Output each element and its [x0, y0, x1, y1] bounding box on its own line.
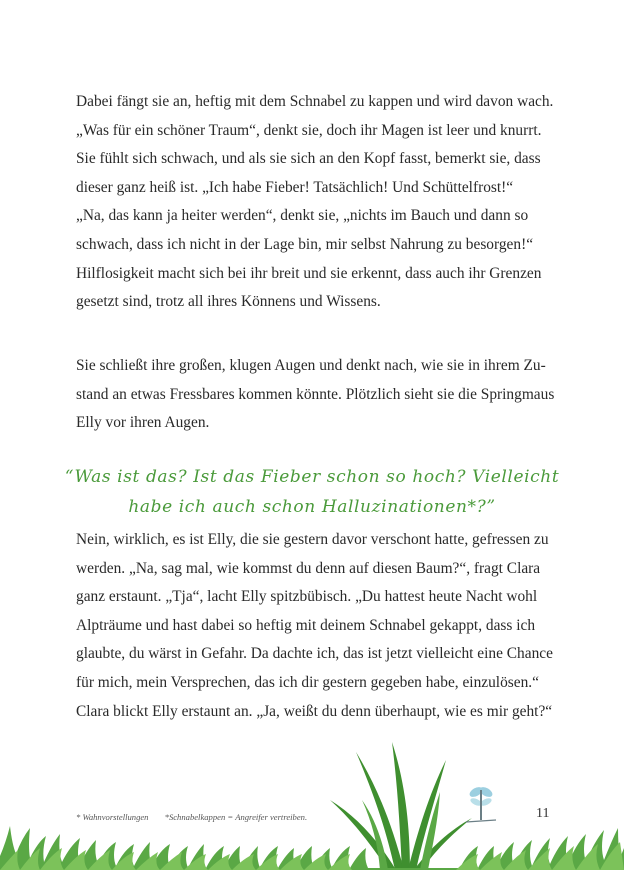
text-line: Clara blickt Elly erstaunt an. „Ja, weißt du denn überhaupt, wie es mir geht?“ [76, 702, 553, 720]
text-line: stand an etwas Fressbares kommen könnte. Plötzlich sieht sie die Springmaus [76, 385, 555, 403]
text-line: gesetzt sind, trotz all ihres Könnens und Wissens. [76, 293, 381, 311]
text-line: werden. „Na, sag mal, wie kommst du denn auf diesen Baum?“, fragt Clara [76, 559, 541, 577]
text-line: Hilflosigkeit macht sich bei ihr breit und sie erkennt, dass auch ihr Grenzen [76, 264, 542, 282]
text-line: dieser ganz heiß ist. „Ich habe Fieber! Tatsächlich! Und Schüttelfrost!“ [76, 178, 514, 196]
grass-border [0, 826, 624, 870]
paragraph-1 [76, 88, 554, 317]
text-line: Elly vor ihren Augen. [76, 414, 210, 432]
dragonfly-icon [466, 785, 496, 822]
tall-grass-cluster [330, 742, 472, 870]
page-number: 11 [536, 806, 550, 821]
text-line: für mich, mein Versprechen, das ich dir gestern gegeben habe, einzulösen.“ [76, 673, 539, 691]
text-line: Alpträume und hast dabei so heftig mit deinem Schnabel gekappt, dass ich [76, 616, 536, 634]
text-line: „Na, das kann ja heiter werden“, denkt sie, „nichts im Bauch und dann so [76, 207, 529, 225]
text-line: ganz erstaunt. „Tja“, lacht Elly spitzbübisch. „Du hattest heute Nacht wohl [76, 588, 538, 606]
paragraph-3 [76, 526, 553, 726]
grass-illustration [0, 730, 624, 870]
quote-line: habe ich auch schon Halluzinationen*?” [128, 497, 496, 517]
quote-line: “Was ist das? Ist das Fieber schon so hoch? Vielleicht [64, 467, 560, 487]
paragraph-2 [76, 352, 555, 438]
footnote-1: * Wahnvorstellungen [76, 812, 149, 822]
text-line: Sie schließt ihre großen, klugen Augen und denkt nach, wie sie in ihrem Zu- [76, 357, 546, 374]
highlighted-quote [60, 462, 564, 522]
footnote-2: *Schnabelkappen = Angreifer vertreiben. [164, 812, 308, 822]
text-line: „Was für ein schöner Traum“, denkt sie, doch ihr Magen ist leer und knurrt. [76, 121, 542, 139]
text-line: Nein, wirklich, es ist Elly, die sie gestern davor verschont hatte, gefressen zu [76, 531, 549, 548]
footnotes [76, 812, 321, 822]
text-line: Dabei fängt sie an, heftig mit dem Schnabel zu kappen und wird davon wach. [76, 93, 554, 110]
text-line: schwach, dass ich nicht in der Lage bin, mir selbst Nahrung zu besorgen!“ [76, 235, 534, 253]
text-line: Sie fühlt sich schwach, und als sie sich an den Kopf fasst, bemerkt sie, dass [76, 150, 541, 168]
text-line: glaubte, du wärst in Gefahr. Da dachte ich, das ist jetzt vielleicht eine Chance [76, 645, 553, 663]
